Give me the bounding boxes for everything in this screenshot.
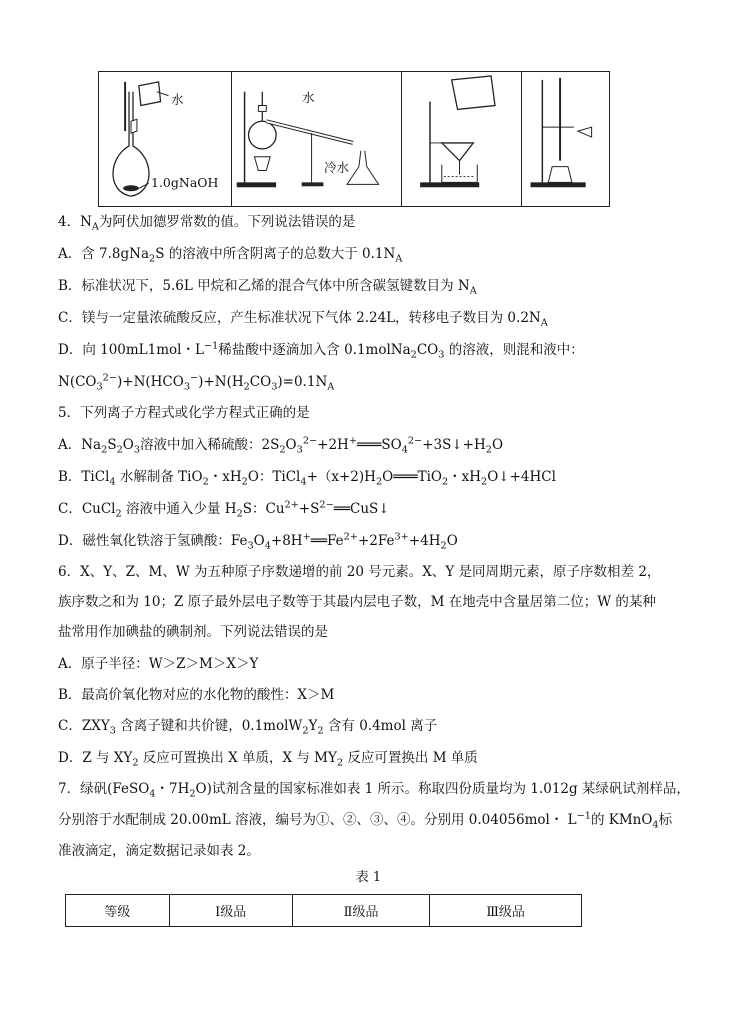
q6-stem-line3: 盐常用作加碘盐的碘制剂。下列说法错误的是 <box>58 624 328 640</box>
table1-header-cell: 等级 <box>66 895 170 927</box>
q6-option-c: C．$ZXY_3$ 含离子键和共价键，$0.1molW_2Y_2$ 含有 0.4mol 离子 <box>58 718 438 737</box>
q4-option-c: C．镁与一定量浓硫酸反应，产生标准状况下气体 2.24L，转移电子数目为 $0.2N_A$ <box>58 310 548 329</box>
naoh-mass-label: 1.0gNaOH <box>151 175 219 190</box>
water-label: 水 <box>171 92 184 107</box>
table1-header-cell: Ⅰ级品 <box>169 895 292 927</box>
titration-figure <box>522 72 609 206</box>
q7-stem-line2: 分别溶于水配制成 20.00mL 溶液，编号为①、②、③、④。分别用 0.04056mol・ $L^{-1}$的 KMnO$_4$标 <box>58 810 673 831</box>
q5-option-d: D．磁性氧化铁溶于氢碘酸：$Fe_3O_4+8H^+══Fe^{2+}+2Fe^{3+}+4H_2O$ <box>58 531 458 552</box>
q5-stem: 5．下列离子方程式或化学方程式正确的是 <box>58 405 310 421</box>
q4-a-sub: A <box>91 221 99 233</box>
q4-n: 4．N <box>58 214 92 230</box>
q4-option-d-cont: $N(CO_3^{2-})+N(HCO_3^-)+N(H_2CO_3)=0.1N_A$ <box>58 372 335 393</box>
volumetric-flask-figure <box>99 72 232 206</box>
q6-stem-line2: 族序数之和为 10；Z 原子最外层电子数等于其最内层电子数，M 在地壳中含量居第二位；W 的某种 <box>58 594 656 610</box>
table1-header-cell: Ⅲ级品 <box>430 895 582 927</box>
q5-option-a: A．$Na_2S_2O_3$溶液中加入稀硫酸：$2S_2O_3^{2-}+2H^+═══SO_4^{2-}+3S↓+H_2O$ <box>58 435 504 456</box>
filtration-drawing <box>402 72 521 206</box>
q4-option-d: D．向 100mL1mol・$L^{-1}$稀盐酸中逐滴加入含 $0.1molNa_2CO_3$ 的溶液，则混和液中： <box>58 340 584 361</box>
q6-option-a: A．原子半径：W＞Z＞M＞X＞Y <box>58 656 259 672</box>
q4-option-b: B．标准状况下，5.6L 甲烷和乙烯的混合气体中所含碳氢键数目为 $N_A$ <box>58 278 477 297</box>
q7-stem-line3: 准液滴定，滴定数据记录如表 2。 <box>58 843 260 859</box>
q5-option-c: C．CuCl$_2$ 溶液中通入少量 $H_2S$：$Cu^{2+}+S^{2-}══CuS↓$ <box>58 499 390 520</box>
table1-header-row <box>66 895 582 927</box>
filtration-figure <box>402 72 522 206</box>
table1-caption: 表 1 <box>355 870 382 885</box>
q6-option-d: D．Z 与 $XY_2$ 反应可置换出 X 单质，X 与 $MY_2$ 反应可置换出 M 单质 <box>58 750 478 769</box>
q7-stem-line1: 7．绿矾(FeSO$_4$・$7H_2O$)试剂含量的国家标准如表 1 所示。称取四份质量均为 1.012g 某绿矾试剂样品， <box>58 781 690 800</box>
titration-drawing <box>522 72 609 206</box>
distillation-drawing <box>232 72 401 206</box>
cold-water-label: 冷水 <box>324 160 350 175</box>
q6-stem-line1: 6．X、Y、Z、M、W 为五种原子序数递增的前 20 号元素。X、Y 是同周期元素，原子序数相差 2， <box>58 564 661 580</box>
water-in-label: 水 <box>302 90 315 105</box>
q5-option-b: B．TiCl$_4$ 水解制备 TiO$_2$・$xH_2O$：$TiCl_4+(x+2)H_2O═══TiO_2$・$xH_2O↓+4HCl$ <box>58 469 556 488</box>
q6-option-b: B．最高价氧化物对应的水化物的酸性：X＞M <box>58 687 335 703</box>
table1 <box>65 894 582 927</box>
q4-stem <box>58 214 356 233</box>
q4-option-a: A．含 7.8gNa$_2$S 的溶液中所含阴离子的总数大于 $0.1N_A$ <box>58 246 403 265</box>
apparatus-figure-strip <box>98 71 610 207</box>
q4-stem-text: 为阿伏加德罗常数的值。下列说法错误的是 <box>98 214 356 230</box>
distillation-figure <box>232 72 402 206</box>
table1-header-cell: Ⅱ级品 <box>292 895 429 927</box>
